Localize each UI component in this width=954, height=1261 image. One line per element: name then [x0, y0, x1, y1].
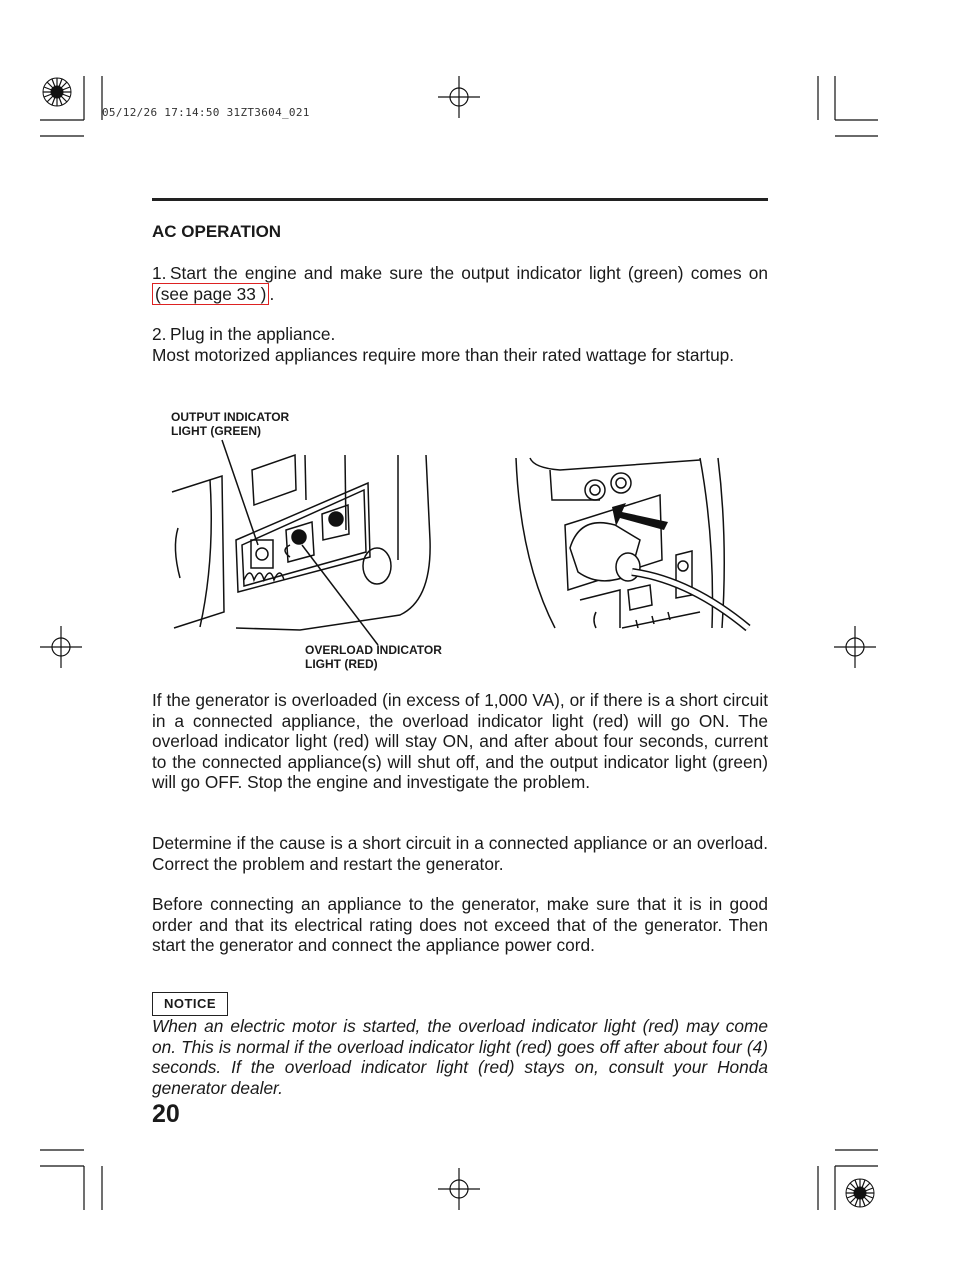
step-number: 1.	[152, 263, 167, 283]
label-line: OUTPUT INDICATOR	[171, 410, 290, 424]
section-title: AC OPERATION	[152, 222, 282, 241]
notice-label: NOTICE	[152, 992, 228, 1016]
step-text: Plug in the appliance.	[170, 324, 336, 344]
step-2	[152, 324, 768, 365]
step-text: Start the engine and make sure the output indicator light (green) comes on	[170, 263, 768, 283]
label-overload-indicator	[305, 643, 442, 671]
section-rule	[152, 198, 768, 201]
label-output-indicator	[171, 410, 289, 438]
crop-sunburst-top-left-icon	[43, 78, 71, 106]
print-timestamp: 05/12/26 17:14:50 31ZT3604_021	[102, 106, 310, 119]
page-number: 20	[152, 1100, 180, 1128]
crop-sunburst-bottom-right-icon	[846, 1179, 874, 1207]
label-line: LIGHT (RED)	[305, 657, 378, 671]
label-line: OVERLOAD INDICATOR	[305, 643, 442, 657]
diagnosis-paragraph: Determine if the cause is a short circuit in a connected appliance or an overload. Correct the problem and restart the generator.	[152, 833, 768, 874]
connection-paragraph: Before connecting an appliance to the generator, make sure that it is in good order and that its electrical rating does not exceed that of the generator. Then start the generator and connect the appliance power cord.	[152, 894, 768, 955]
step-number: 2.	[152, 324, 167, 344]
page-reference-link[interactable]: (see page 33 )	[152, 283, 269, 305]
label-line: LIGHT (GREEN)	[171, 424, 261, 438]
step-1	[152, 263, 768, 304]
step-2-note: Most motorized appliances require more than their rated wattage for startup.	[152, 344, 735, 365]
overload-paragraph: If the generator is overloaded (in excess of 1,000 VA), or if there is a short circuit in a connected appliance, the overload indicator light (red) will go ON. The overload indicator light (red) will stay ON, and after about four seconds, current to the connected appliance(s) will shut off, and the output indicator light (green) will go OFF. Stop the engine and investigate the problem.	[152, 690, 768, 792]
step-text-end: .	[269, 283, 275, 304]
notice-text: When an electric motor is started, the overload indicator light (red) may come on. This is normal if the overload indicator light (red) goes off after about four (4) seconds. If the overload indicator light (red) stays on, consult your Honda generator dealer.	[152, 1016, 768, 1098]
